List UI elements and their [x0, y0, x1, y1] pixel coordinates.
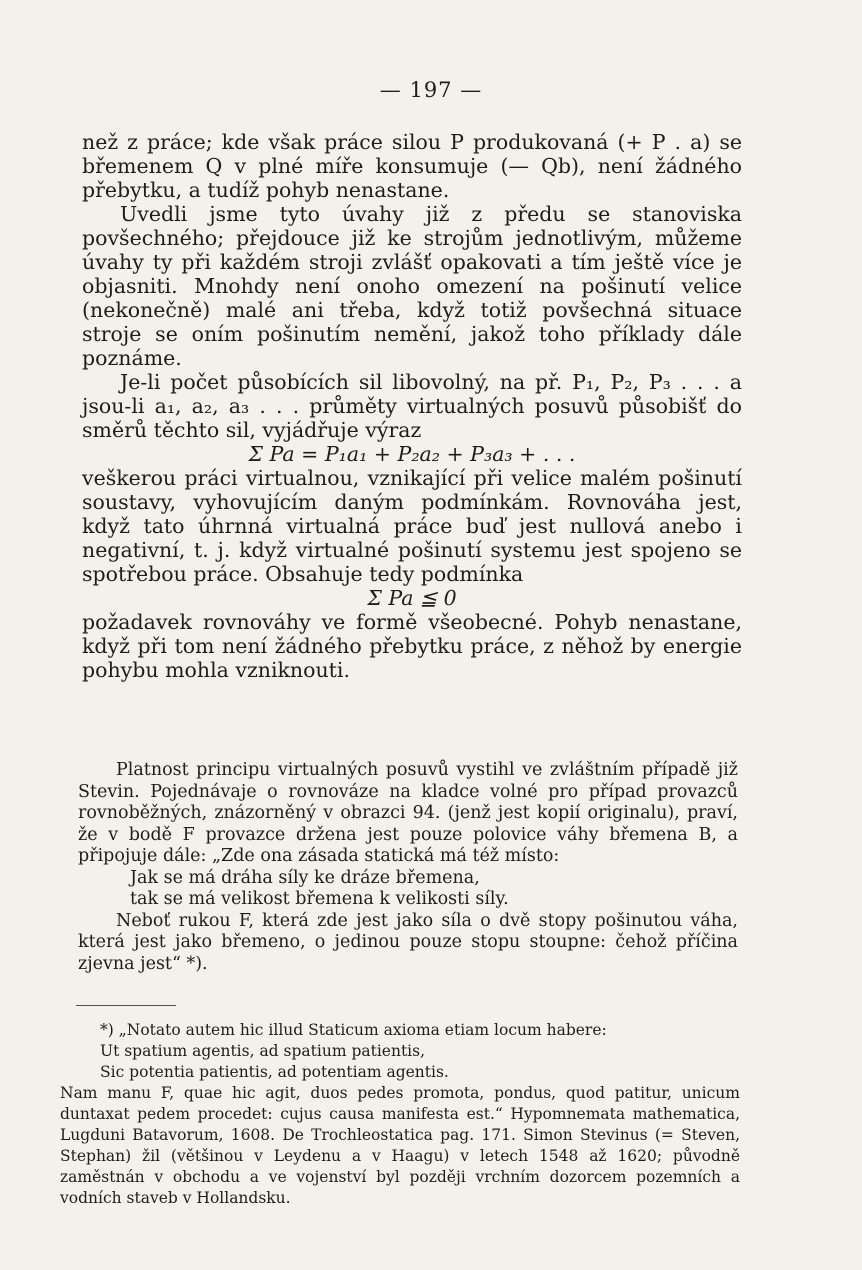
footnote-paragraph: Nam manu F, quae hic agit, duos pedes promota, pondus, quod patitur, unicum duntaxat pedem procedet: cujus causa manifesta est.“ Hypomnemata mathematica, Lugduni Batavorum, 1608. De Trochleostatica pag. 171. Simon Stevinus (= Steven, Stephan) žil (většinou v Leydenu a v Haagu) v letech 1548 až 1620; původně zaměstnán v obchodu a ve vojenství byl později vrchním dozorcem pozemních a vodních staveb v Hollandsku.: [60, 1084, 740, 1207]
stevin-paragraph: Platnost principu virtualných posuvů vystihl ve zvláštním případě již Stevin. Pojednávaje o rovnováze na kladce volné pro případ provazců rovnoběžných, znázorněný v obrazci 94. (jenž jest kopií originalu), praví, že v bodě F provazce držena jest pouze polovice váhy břemena B, a připojuje dále: „Zde ona zásada statická má též místo:: [78, 760, 738, 866]
stevin-paragraph-2: Neboť rukou F, která zde jest jako síla o dvě stopy pošinutou váha, která jest jako břemeno, o jedinou pouze stopu stoupne: čehož příčina zjevna jest“ *).: [78, 910, 738, 974]
quote-line-1: Jak se má dráha síly ke dráze břemena,: [130, 867, 480, 888]
paragraph-4: veškerou práci virtualnou, vznikající při velice malém pošinutí soustavy, vyhovujícím daným podmínkám. Rovnováha jest, když tato úhrnná virtualná práce buď jest nullová anebo i negativní, t. j. když virtualné pošinutí systemu jest spojeno se spotřebou práce. Obsahuje tedy podmínka: [82, 466, 742, 586]
footnote-line-3: Sic potentia patientis, ad potentiam agentis.: [100, 1063, 449, 1081]
quote-line-2: tak se má velikost břemena k velikosti síly.: [130, 889, 509, 909]
footnote-divider: [76, 1005, 176, 1006]
page-number: — 197 —: [379, 78, 483, 102]
paragraph-5: požadavek rovnováhy ve formě všeobecné. Pohyb nenastane, když při tom není žádného přebytku práce, z něhož by energie pohybu mohla vzniknouti.: [82, 610, 742, 682]
main-body-text: [82, 130, 742, 682]
formula-sum-pa: Σ Pa = P₁a₁ + P₂a₂ + P₃a₃ + . . .: [248, 442, 576, 466]
footnote-line-1: *) „Notato autem hic illud Staticum axioma etiam locum habere:: [100, 1021, 607, 1039]
footnote-line-2: Ut spatium agentis, ad spatium patientis,: [100, 1042, 426, 1060]
paragraph-3: Je-li počet působících sil libovolný, na př. P₁, P₂, P₃ . . . a jsou-li a₁, a₂, a₃ . . . průměty virtualných posuvů působišť do směrů těchto sil, vyjádřuje výraz: [82, 370, 742, 442]
formula-condition: Σ Pa ≦ 0: [367, 586, 457, 610]
paragraph-2: Uvedli jsme tyto úvahy již z předu se stanoviska povšechného; přejdouce již ke strojům jednotlivým, můžeme úvahy ty při každém stroji zvlášť opakovati a tím ještě více je objasniti. Mnohdy není onoho omezení na pošinutí velice (nekonečně) malé ani třeba, když totiž povšechná situace stroje se oním pošinutím nemění, jakož toho příklady dále poznáme.: [82, 202, 742, 370]
footnote: [60, 1020, 740, 1209]
historical-note: [78, 760, 738, 975]
paragraph-1: než z práce; kde však práce silou P produkovaná (+ P . a) se břemenem Q v plné míře konsumuje (— Qb), není žádného přebytku, a tudíž pohyb nenastane.: [82, 130, 742, 202]
